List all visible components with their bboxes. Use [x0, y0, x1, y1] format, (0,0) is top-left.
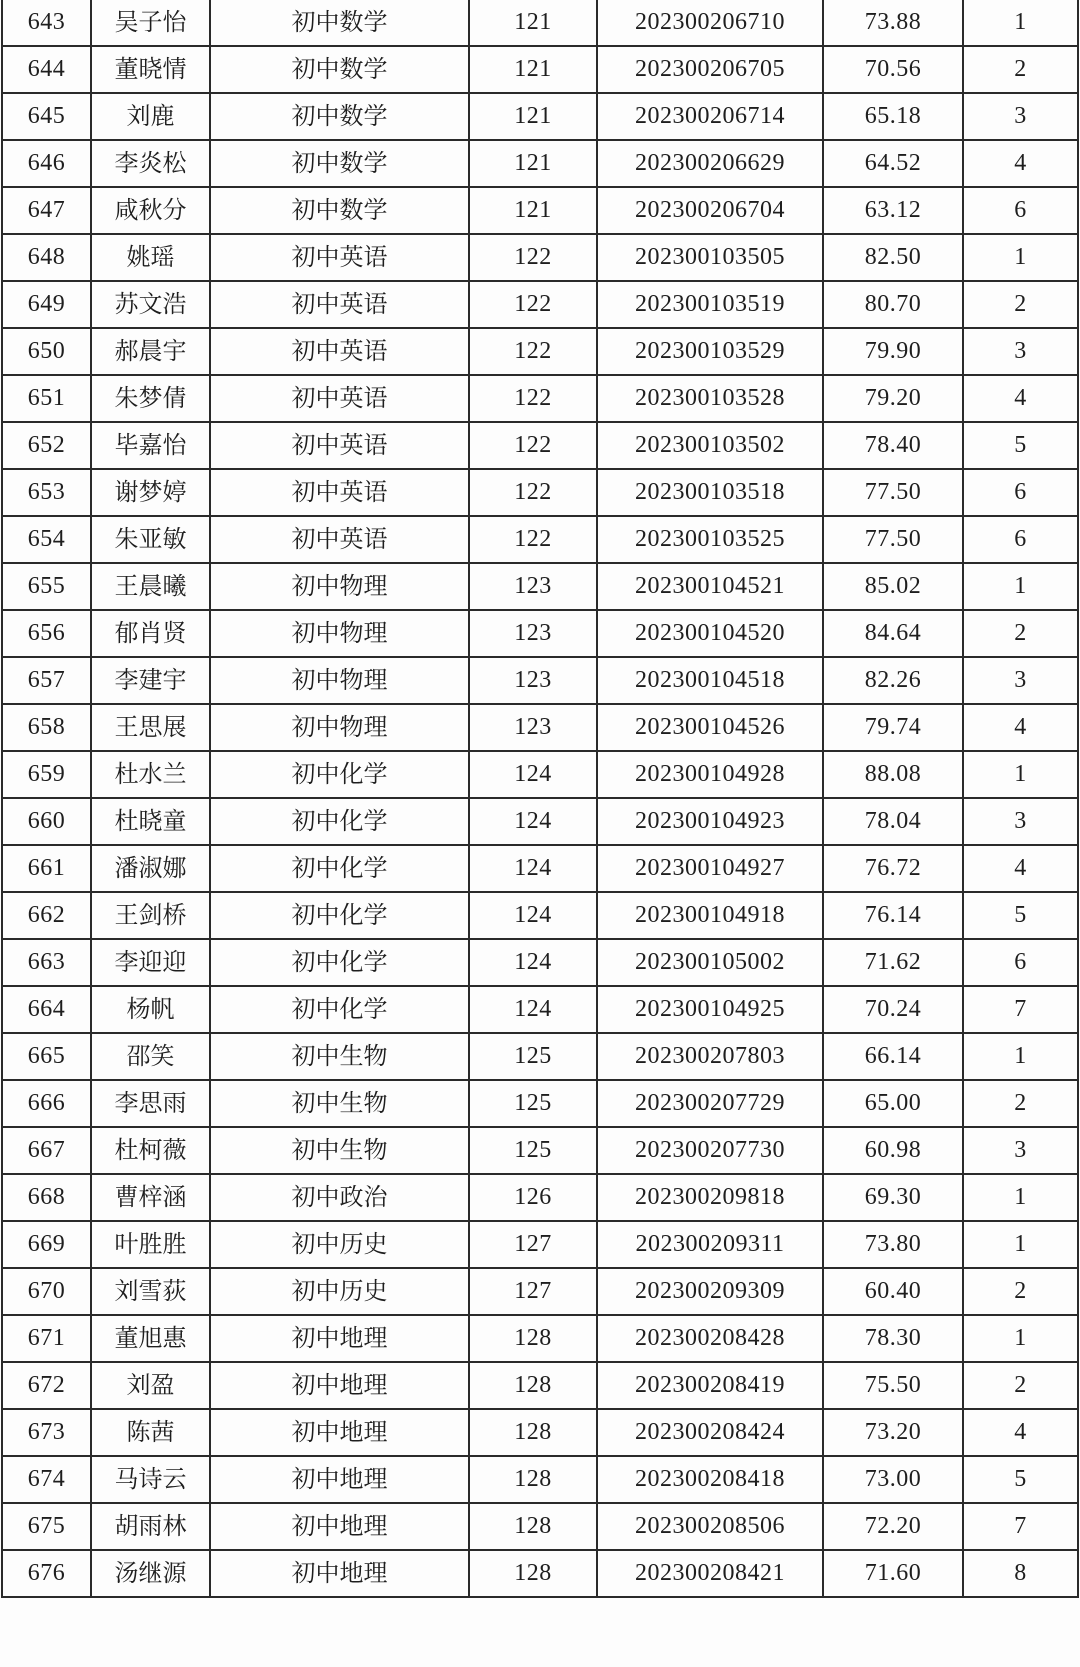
- subject-cell: 初中英语: [210, 328, 469, 375]
- subject-cell: 初中化学: [210, 892, 469, 939]
- score-cell: 64.52: [823, 140, 963, 187]
- ticket-number-cell: 202300209818: [597, 1174, 823, 1221]
- position-code-cell: 122: [469, 281, 597, 328]
- subject-cell: 初中数学: [210, 187, 469, 234]
- position-code-cell: 121: [469, 0, 597, 46]
- ticket-number-cell: 202300105002: [597, 939, 823, 986]
- score-cell: 60.40: [823, 1268, 963, 1315]
- ticket-number-cell: 202300104521: [597, 563, 823, 610]
- position-code-cell: 123: [469, 563, 597, 610]
- subject-cell: 初中生物: [210, 1127, 469, 1174]
- sequence-cell: 645: [2, 93, 91, 140]
- subject-cell: 初中物理: [210, 610, 469, 657]
- score-cell: 78.40: [823, 422, 963, 469]
- rank-cell: 1: [963, 1221, 1078, 1268]
- ticket-number-cell: 202300104526: [597, 704, 823, 751]
- position-code-cell: 121: [469, 140, 597, 187]
- position-code-cell: 121: [469, 93, 597, 140]
- table-row: [2, 187, 1078, 234]
- ticket-number-cell: 202300103505: [597, 234, 823, 281]
- position-code-cell: 124: [469, 798, 597, 845]
- score-cell: 65.00: [823, 1080, 963, 1127]
- name-cell: 陈茜: [91, 1409, 210, 1456]
- sequence-cell: 668: [2, 1174, 91, 1221]
- ticket-number-cell: 202300104923: [597, 798, 823, 845]
- sequence-cell: 667: [2, 1127, 91, 1174]
- subject-cell: 初中地理: [210, 1315, 469, 1362]
- name-cell: 咸秋分: [91, 187, 210, 234]
- ticket-number-cell: 202300104918: [597, 892, 823, 939]
- rank-cell: 1: [963, 1174, 1078, 1221]
- name-cell: 董晓情: [91, 46, 210, 93]
- table-row: [2, 234, 1078, 281]
- name-cell: 李思雨: [91, 1080, 210, 1127]
- rank-cell: 4: [963, 140, 1078, 187]
- subject-cell: 初中生物: [210, 1080, 469, 1127]
- sequence-cell: 672: [2, 1362, 91, 1409]
- score-cell: 60.98: [823, 1127, 963, 1174]
- score-cell: 73.80: [823, 1221, 963, 1268]
- sequence-cell: 669: [2, 1221, 91, 1268]
- position-code-cell: 128: [469, 1409, 597, 1456]
- sequence-cell: 651: [2, 375, 91, 422]
- rank-cell: 1: [963, 0, 1078, 46]
- score-cell: 70.56: [823, 46, 963, 93]
- score-cell: 76.72: [823, 845, 963, 892]
- sequence-cell: 661: [2, 845, 91, 892]
- subject-cell: 初中化学: [210, 986, 469, 1033]
- name-cell: 朱梦倩: [91, 375, 210, 422]
- table-row: [2, 93, 1078, 140]
- rank-cell: 3: [963, 1127, 1078, 1174]
- subject-cell: 初中英语: [210, 422, 469, 469]
- table-row: [2, 704, 1078, 751]
- table-row: [2, 1362, 1078, 1409]
- rank-cell: 1: [963, 751, 1078, 798]
- sequence-cell: 674: [2, 1456, 91, 1503]
- table-row: [2, 1503, 1078, 1550]
- position-code-cell: 121: [469, 187, 597, 234]
- sequence-cell: 662: [2, 892, 91, 939]
- table-row: [2, 422, 1078, 469]
- subject-cell: 初中地理: [210, 1503, 469, 1550]
- sequence-cell: 664: [2, 986, 91, 1033]
- name-cell: 王剑桥: [91, 892, 210, 939]
- rank-cell: 2: [963, 46, 1078, 93]
- ticket-number-cell: 202300209309: [597, 1268, 823, 1315]
- rank-cell: 6: [963, 516, 1078, 563]
- position-code-cell: 124: [469, 751, 597, 798]
- subject-cell: 初中物理: [210, 657, 469, 704]
- rank-cell: 3: [963, 93, 1078, 140]
- ticket-number-cell: 202300103502: [597, 422, 823, 469]
- rank-cell: 6: [963, 939, 1078, 986]
- ticket-number-cell: 202300207729: [597, 1080, 823, 1127]
- subject-cell: 初中英语: [210, 469, 469, 516]
- ticket-number-cell: 202300208421: [597, 1550, 823, 1597]
- subject-cell: 初中地理: [210, 1362, 469, 1409]
- ticket-number-cell: 202300104518: [597, 657, 823, 704]
- score-cell: 77.50: [823, 469, 963, 516]
- position-code-cell: 121: [469, 46, 597, 93]
- sequence-cell: 666: [2, 1080, 91, 1127]
- score-cell: 80.70: [823, 281, 963, 328]
- rank-cell: 4: [963, 1409, 1078, 1456]
- name-cell: 潘淑娜: [91, 845, 210, 892]
- sequence-cell: 649: [2, 281, 91, 328]
- rank-cell: 1: [963, 563, 1078, 610]
- sequence-cell: 656: [2, 610, 91, 657]
- position-code-cell: 127: [469, 1268, 597, 1315]
- ticket-number-cell: 202300103528: [597, 375, 823, 422]
- name-cell: 谢梦婷: [91, 469, 210, 516]
- table-row: [2, 939, 1078, 986]
- table-row: [2, 1456, 1078, 1503]
- rank-cell: 2: [963, 1080, 1078, 1127]
- name-cell: 李迎迎: [91, 939, 210, 986]
- subject-cell: 初中历史: [210, 1268, 469, 1315]
- subject-cell: 初中英语: [210, 516, 469, 563]
- subject-cell: 初中数学: [210, 0, 469, 46]
- position-code-cell: 128: [469, 1550, 597, 1597]
- ticket-number-cell: 202300208418: [597, 1456, 823, 1503]
- rank-cell: 5: [963, 422, 1078, 469]
- ticket-number-cell: 202300104925: [597, 986, 823, 1033]
- table-row: [2, 469, 1078, 516]
- subject-cell: 初中数学: [210, 46, 469, 93]
- ticket-number-cell: 202300103529: [597, 328, 823, 375]
- score-cell: 66.14: [823, 1033, 963, 1080]
- name-cell: 曹梓涵: [91, 1174, 210, 1221]
- subject-cell: 初中数学: [210, 93, 469, 140]
- table-row: [2, 0, 1078, 46]
- sequence-cell: 648: [2, 234, 91, 281]
- score-cell: 85.02: [823, 563, 963, 610]
- name-cell: 杜晓童: [91, 798, 210, 845]
- score-cell: 75.50: [823, 1362, 963, 1409]
- name-cell: 邵笑: [91, 1033, 210, 1080]
- rank-cell: 3: [963, 657, 1078, 704]
- position-code-cell: 122: [469, 422, 597, 469]
- subject-cell: 初中历史: [210, 1221, 469, 1268]
- name-cell: 叶胜胜: [91, 1221, 210, 1268]
- sequence-cell: 659: [2, 751, 91, 798]
- name-cell: 吴子怡: [91, 0, 210, 46]
- score-cell: 73.88: [823, 0, 963, 46]
- sequence-cell: 671: [2, 1315, 91, 1362]
- name-cell: 李建宇: [91, 657, 210, 704]
- ticket-number-cell: 202300103525: [597, 516, 823, 563]
- subject-cell: 初中化学: [210, 798, 469, 845]
- name-cell: 郁肖贤: [91, 610, 210, 657]
- name-cell: 马诗云: [91, 1456, 210, 1503]
- score-cell: 79.90: [823, 328, 963, 375]
- name-cell: 杜柯薇: [91, 1127, 210, 1174]
- table-row: [2, 798, 1078, 845]
- position-code-cell: 122: [469, 375, 597, 422]
- score-cell: 79.74: [823, 704, 963, 751]
- name-cell: 刘盈: [91, 1362, 210, 1409]
- position-code-cell: 124: [469, 892, 597, 939]
- score-cell: 73.20: [823, 1409, 963, 1456]
- sequence-cell: 670: [2, 1268, 91, 1315]
- score-cell: 84.64: [823, 610, 963, 657]
- rank-cell: 7: [963, 1503, 1078, 1550]
- table-row: [2, 986, 1078, 1033]
- ticket-number-cell: 202300104928: [597, 751, 823, 798]
- sequence-cell: 658: [2, 704, 91, 751]
- table-row: [2, 1033, 1078, 1080]
- ticket-number-cell: 202300104927: [597, 845, 823, 892]
- rank-cell: 4: [963, 845, 1078, 892]
- table-row: [2, 281, 1078, 328]
- position-code-cell: 122: [469, 469, 597, 516]
- position-code-cell: 122: [469, 516, 597, 563]
- name-cell: 董旭惠: [91, 1315, 210, 1362]
- table-row: [2, 845, 1078, 892]
- sequence-cell: 647: [2, 187, 91, 234]
- name-cell: 汤继源: [91, 1550, 210, 1597]
- sequence-cell: 657: [2, 657, 91, 704]
- rank-cell: 4: [963, 704, 1078, 751]
- score-cell: 79.20: [823, 375, 963, 422]
- rank-cell: 6: [963, 187, 1078, 234]
- subject-cell: 初中英语: [210, 234, 469, 281]
- subject-cell: 初中政治: [210, 1174, 469, 1221]
- table-row: [2, 140, 1078, 187]
- table-row: [2, 375, 1078, 422]
- ticket-number-cell: 202300103519: [597, 281, 823, 328]
- position-code-cell: 124: [469, 986, 597, 1033]
- name-cell: 苏文浩: [91, 281, 210, 328]
- score-table-body: [2, 0, 1078, 1597]
- rank-cell: 5: [963, 1456, 1078, 1503]
- name-cell: 胡雨林: [91, 1503, 210, 1550]
- subject-cell: 初中英语: [210, 281, 469, 328]
- sequence-cell: 644: [2, 46, 91, 93]
- sequence-cell: 676: [2, 1550, 91, 1597]
- score-cell: 70.24: [823, 986, 963, 1033]
- score-cell: 63.12: [823, 187, 963, 234]
- position-code-cell: 122: [469, 328, 597, 375]
- ticket-number-cell: 202300206705: [597, 46, 823, 93]
- subject-cell: 初中化学: [210, 845, 469, 892]
- ticket-number-cell: 202300206714: [597, 93, 823, 140]
- sequence-cell: 653: [2, 469, 91, 516]
- ticket-number-cell: 202300208419: [597, 1362, 823, 1409]
- position-code-cell: 128: [469, 1456, 597, 1503]
- subject-cell: 初中化学: [210, 751, 469, 798]
- rank-cell: 1: [963, 234, 1078, 281]
- score-cell: 71.60: [823, 1550, 963, 1597]
- name-cell: 杨帆: [91, 986, 210, 1033]
- table-row: [2, 328, 1078, 375]
- table-row: [2, 1550, 1078, 1597]
- table-row: [2, 1221, 1078, 1268]
- subject-cell: 初中地理: [210, 1456, 469, 1503]
- subject-cell: 初中物理: [210, 563, 469, 610]
- name-cell: 杜水兰: [91, 751, 210, 798]
- name-cell: 郝晨宇: [91, 328, 210, 375]
- position-code-cell: 123: [469, 704, 597, 751]
- ticket-number-cell: 202300206629: [597, 140, 823, 187]
- name-cell: 王思展: [91, 704, 210, 751]
- subject-cell: 初中化学: [210, 939, 469, 986]
- table-row: [2, 1409, 1078, 1456]
- table-row: [2, 751, 1078, 798]
- position-code-cell: 128: [469, 1362, 597, 1409]
- sequence-cell: 663: [2, 939, 91, 986]
- ticket-number-cell: 202300208428: [597, 1315, 823, 1362]
- name-cell: 姚瑶: [91, 234, 210, 281]
- ticket-number-cell: 202300206704: [597, 187, 823, 234]
- sequence-cell: 652: [2, 422, 91, 469]
- subject-cell: 初中数学: [210, 140, 469, 187]
- rank-cell: 2: [963, 1268, 1078, 1315]
- position-code-cell: 125: [469, 1127, 597, 1174]
- score-cell: 65.18: [823, 93, 963, 140]
- rank-cell: 1: [963, 1315, 1078, 1362]
- position-code-cell: 124: [469, 939, 597, 986]
- score-cell: 73.00: [823, 1456, 963, 1503]
- name-cell: 刘雪荻: [91, 1268, 210, 1315]
- name-cell: 朱亚敏: [91, 516, 210, 563]
- position-code-cell: 122: [469, 234, 597, 281]
- name-cell: 李炎松: [91, 140, 210, 187]
- rank-cell: 8: [963, 1550, 1078, 1597]
- sequence-cell: 655: [2, 563, 91, 610]
- ticket-number-cell: 202300209311: [597, 1221, 823, 1268]
- score-cell: 78.04: [823, 798, 963, 845]
- subject-cell: 初中地理: [210, 1550, 469, 1597]
- position-code-cell: 125: [469, 1080, 597, 1127]
- sequence-cell: 673: [2, 1409, 91, 1456]
- score-cell: 78.30: [823, 1315, 963, 1362]
- score-cell: 72.20: [823, 1503, 963, 1550]
- sequence-cell: 665: [2, 1033, 91, 1080]
- score-table: [1, 0, 1079, 1598]
- rank-cell: 1: [963, 1033, 1078, 1080]
- ticket-number-cell: 202300208506: [597, 1503, 823, 1550]
- position-code-cell: 124: [469, 845, 597, 892]
- sequence-cell: 646: [2, 140, 91, 187]
- sequence-cell: 650: [2, 328, 91, 375]
- score-cell: 82.26: [823, 657, 963, 704]
- rank-cell: 4: [963, 375, 1078, 422]
- table-row: [2, 1268, 1078, 1315]
- score-cell: 82.50: [823, 234, 963, 281]
- ticket-number-cell: 202300103518: [597, 469, 823, 516]
- table-row: [2, 563, 1078, 610]
- table-row: [2, 1080, 1078, 1127]
- position-code-cell: 128: [469, 1503, 597, 1550]
- table-row: [2, 1315, 1078, 1362]
- subject-cell: 初中地理: [210, 1409, 469, 1456]
- ticket-number-cell: 202300207803: [597, 1033, 823, 1080]
- rank-cell: 6: [963, 469, 1078, 516]
- name-cell: 刘鹿: [91, 93, 210, 140]
- position-code-cell: 125: [469, 1033, 597, 1080]
- sequence-cell: 654: [2, 516, 91, 563]
- rank-cell: 2: [963, 610, 1078, 657]
- rank-cell: 2: [963, 1362, 1078, 1409]
- score-cell: 77.50: [823, 516, 963, 563]
- ticket-number-cell: 202300206710: [597, 0, 823, 46]
- score-cell: 71.62: [823, 939, 963, 986]
- table-row: [2, 610, 1078, 657]
- table-row: [2, 892, 1078, 939]
- ticket-number-cell: 202300208424: [597, 1409, 823, 1456]
- score-cell: 76.14: [823, 892, 963, 939]
- position-code-cell: 126: [469, 1174, 597, 1221]
- table-row: [2, 657, 1078, 704]
- ticket-number-cell: 202300104520: [597, 610, 823, 657]
- sequence-cell: 660: [2, 798, 91, 845]
- position-code-cell: 123: [469, 657, 597, 704]
- subject-cell: 初中物理: [210, 704, 469, 751]
- subject-cell: 初中英语: [210, 375, 469, 422]
- sequence-cell: 675: [2, 1503, 91, 1550]
- table-row: [2, 1174, 1078, 1221]
- table-row: [2, 46, 1078, 93]
- score-cell: 69.30: [823, 1174, 963, 1221]
- score-cell: 88.08: [823, 751, 963, 798]
- position-code-cell: 123: [469, 610, 597, 657]
- rank-cell: 7: [963, 986, 1078, 1033]
- rank-cell: 2: [963, 281, 1078, 328]
- ticket-number-cell: 202300207730: [597, 1127, 823, 1174]
- rank-cell: 5: [963, 892, 1078, 939]
- position-code-cell: 127: [469, 1221, 597, 1268]
- sequence-cell: 643: [2, 0, 91, 46]
- position-code-cell: 128: [469, 1315, 597, 1362]
- table-row: [2, 1127, 1078, 1174]
- name-cell: 王晨曦: [91, 563, 210, 610]
- rank-cell: 3: [963, 328, 1078, 375]
- subject-cell: 初中生物: [210, 1033, 469, 1080]
- name-cell: 毕嘉怡: [91, 422, 210, 469]
- table-row: [2, 516, 1078, 563]
- rank-cell: 3: [963, 798, 1078, 845]
